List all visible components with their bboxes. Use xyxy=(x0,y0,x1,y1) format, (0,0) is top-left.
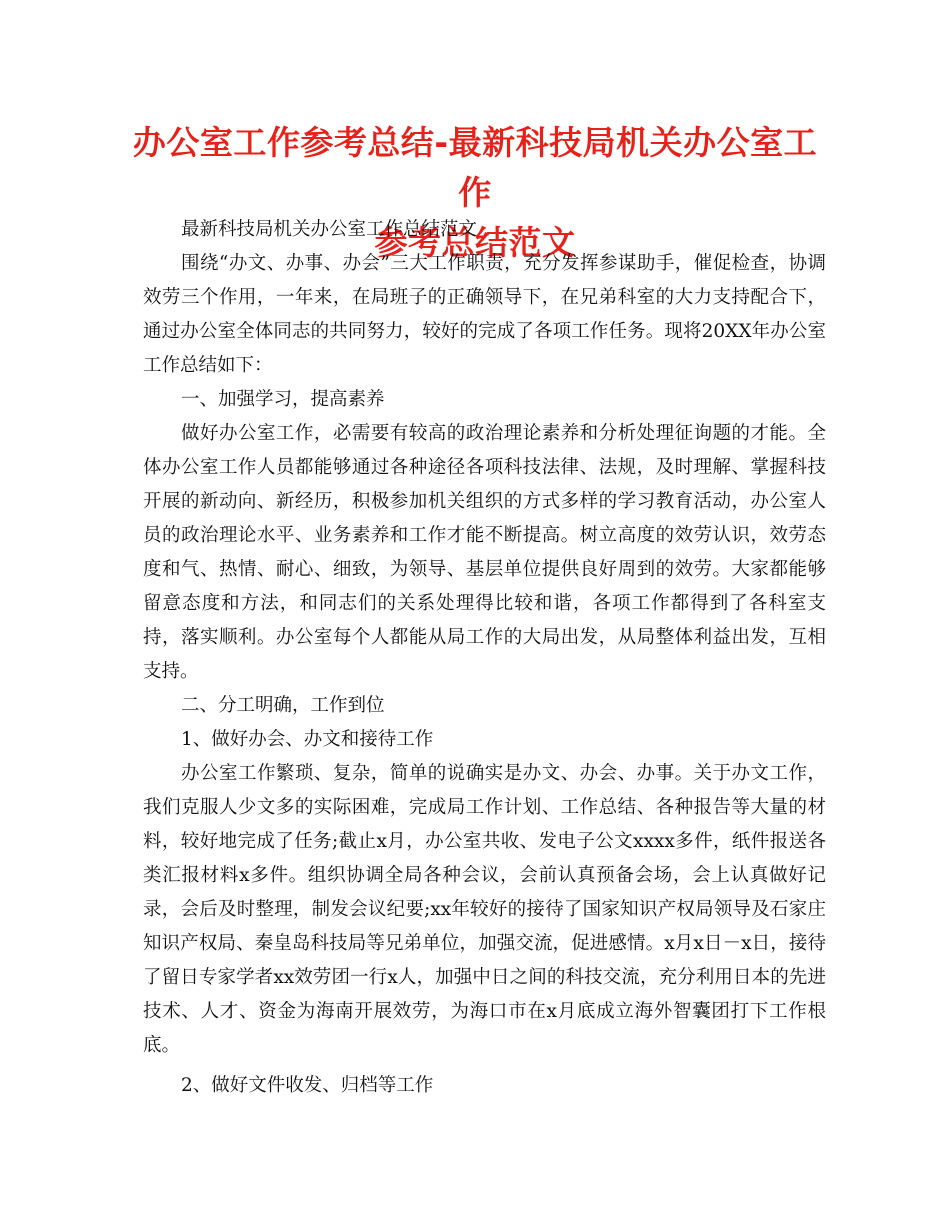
section-heading-1: 一、加强学习，提高素养 xyxy=(181,389,385,410)
document-body xyxy=(143,213,826,1103)
section-1-paragraph: 做好办公室工作，必需要有较高的政治理论素养和分析处理征询题的才能。全体办公室工作人员都能够通过各种途径各项科技法律、法规，及时理解、掌握科技开展的新动向、新经历，积极参加机关组织的方式多样的学习教育活动，办公室人员的政治理论水平、业务素养和工作才能不断提高。树立高度的效劳认识，效劳态度和气、热情、耐心、细致，为领导、基层单位提供良好周到的效劳。大家都能够留意态度和方法，和同志们的关系处理得比较和谐，各项工作都得到了各科室支持，落实顺利。办公室每个人都能从局工作的大局出发，从局整体利益出发，互相支持。 xyxy=(143,423,826,682)
subsection-heading-1: 1、做好办会、办文和接待工作 xyxy=(181,729,434,750)
subsection-heading-2: 2、做好文件收发、归档等工作 xyxy=(181,1075,434,1096)
intro-paragraph: 围绕“办文、办事、办会”三大工作职责，充分发挥参谋助手，催促检查，协调效劳三个作用，一年来，在局班子的正确领导下，在兄弟科室的大力支持配合下，通过办公室全体同志的共同努力，较好的完成了各项工作任务。现将20XX年办公室工作总结如下： xyxy=(143,253,826,376)
title-line-1: 办公室工作参考总结-最新科技局机关办公室工作 xyxy=(132,123,818,212)
subsection-1-paragraph: 办公室工作繁琐、复杂，简单的说确实是办文、办会、办事。关于办文工作，我们克服人少文多的实际困难，完成局工作计划、工作总结、各种报告等大量的材料，较好地完成了任务;截止x月，办公室共收、发电子公文xxxx多件，纸件报送各类汇报材料x多件。组织协调全局各种会议，会前认真预备会场，会上认真做好记录，会后及时整理，制发会议纪要;xx年较好的接待了国家知识产权局领导及石家庄知识产权局、秦皇岛科技局等兄弟单位，加强交流，促进感情。x月x日－x日，接待了留日专家学者xx效劳团一行x人，加强中日之间的科技交流，充分利用日本的先进技术、人才、资金为海南开展效劳，为海口市在x月底成立海外智囊团打下工作根底。 xyxy=(143,763,826,1056)
subtitle-paragraph: 最新科技局机关办公室工作总结范文 xyxy=(181,219,478,240)
section-heading-2: 二、分工明确，工作到位 xyxy=(181,695,385,716)
title-line-2: 参考总结范文 xyxy=(374,223,576,262)
